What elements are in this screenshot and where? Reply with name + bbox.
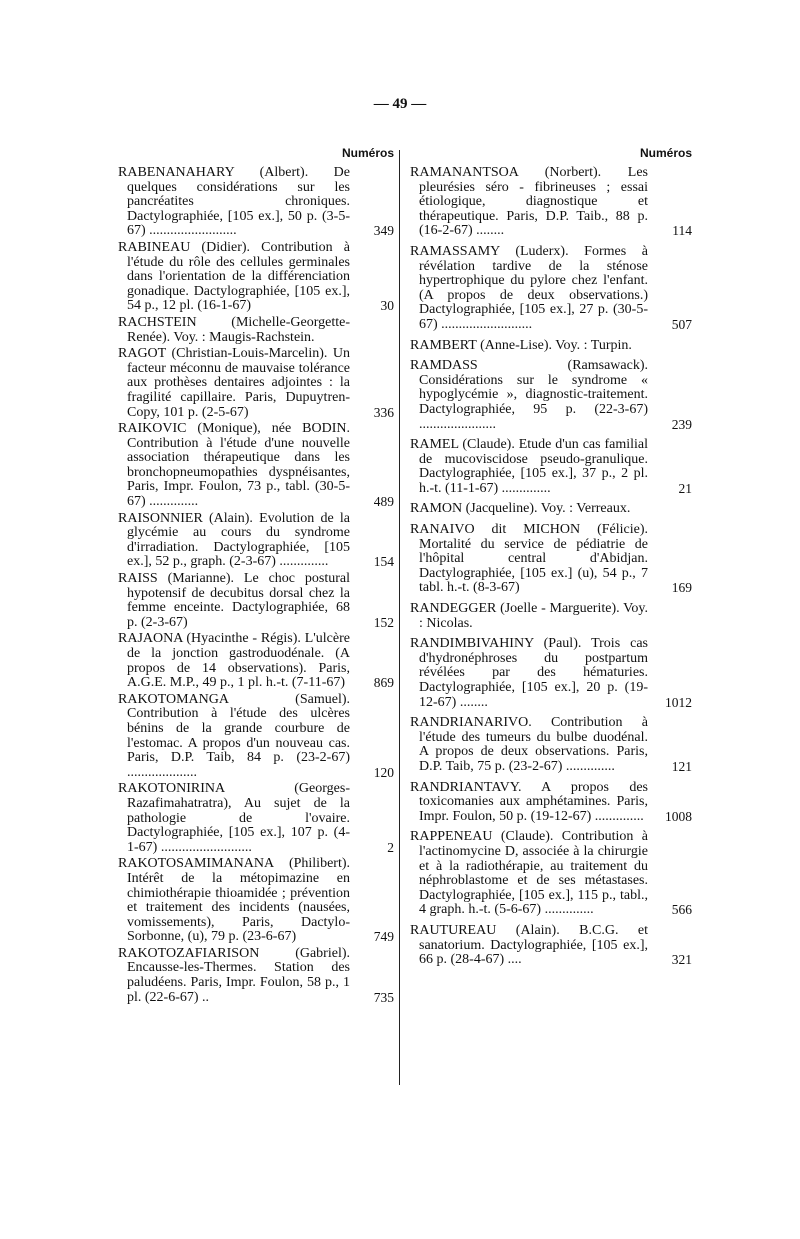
entry-text: RAMDASS (Ramsawack). Considérations sur le syndrome « hypoglycémie », diagnostic-traitement. Dactylographiée, 95 p. (22-3-67) ......................	[410, 358, 648, 432]
entry-text: RANDIMBIVAHINY (Paul). Trois cas d'hydronéphroses du postpartum révélées par des hématuries. Dactylographiée, [105 ex.], 20 p. (19-12-67) ........	[410, 636, 648, 710]
bibliography-entry	[410, 924, 692, 968]
entry-text: RAISS (Marianne). Le choc postural hypotensif de decubitus dorsal chez la femme enceinte. Dactylographiée, 68 p. (2-3-67)	[118, 571, 350, 630]
entry-number: 120	[373, 764, 394, 780]
bibliography-entry	[118, 632, 394, 690]
entry-number: 735	[373, 989, 394, 1005]
entry-text: RAMON (Jacqueline). Voy. : Verreaux.	[410, 501, 631, 517]
left-column	[118, 146, 394, 1007]
entry-number: 489	[373, 494, 394, 510]
bibliography-entry	[118, 512, 394, 570]
entry-text: RAKOTONIRINA (Georges-Razafimahatratra), Au sujet de la pathologie de l'ovaire. Dactylographiée, [105 ex.], 107 p. (4-1-67) ..........................	[118, 781, 350, 855]
entry-number: 566	[671, 902, 692, 918]
entry-text: RANDRIANTAVY. A propos des toxicomanies aux amphétamines. Paris, Impr. Foulon, 50 p. (19-12-67) ..............	[410, 779, 648, 824]
entry-number: 2	[387, 839, 394, 855]
entry-number: 239	[671, 416, 692, 432]
bibliography-entry	[118, 347, 394, 420]
entry-text: RAPPENEAU (Claude). Contribution à l'actinomycine D, associée à la chirurgie et à la radiothérapie, au traitement du néphroblastome et de ses métastases. Dactylographiée, [105 ex.], 115 p., tabl., 4 graph. h.-t. (5-6-67) ..............	[410, 829, 648, 918]
bibliography-entry	[118, 422, 394, 510]
entry-number: 154	[373, 554, 394, 570]
page-number: — 49 —	[373, 96, 427, 112]
entry-text: RANAIVO dit MICHON (Félicie). Mortalité du service de pédiatrie de l'hôpital central d'Abidjan. Dactylographiée, [105 ex.] (u), 54 p., 7 tabl. h.-t. (8-3-67)	[410, 522, 648, 596]
entry-number: 336	[373, 404, 394, 420]
entry-number: 169	[671, 580, 692, 596]
bibliography-entry	[410, 245, 692, 333]
bibliography-entry	[410, 716, 692, 774]
entry-text: RAKOTOMANGA (Samuel). Contribution à l'étude des ulcères bénins de la grande courbure de l'estomac. A propos d'un nouveau cas. Paris, D.P. Taib, 84 p. (23-2-67) ....................	[118, 691, 350, 780]
bibliography-entry	[410, 830, 692, 918]
entry-text: RABINEAU (Didier). Contribution à l'étude du rôle des cellules germinales dans l'orientation de la différenciation gonadique. Dactylographiée, [105 ex.], 54 p., 12 pl. (16-1-67)	[118, 239, 350, 314]
bibliography-entry	[410, 438, 692, 496]
entry-number: 30	[380, 298, 394, 314]
entry-text: RAMEL (Claude). Etude d'un cas familial de mucoviscidose pseudo-granulique. Dactylographiée, [105 ex.], 37 p., 2 pl. h.-t. (11-1-67) ..............	[410, 437, 648, 496]
bibliography-entry	[118, 241, 394, 314]
bibliography-entry	[118, 782, 394, 855]
bibliography-entry	[410, 523, 692, 596]
bibliography-entry	[118, 857, 394, 945]
entry-number: 321	[671, 952, 692, 968]
entry-text: RAJAONA (Hyacinthe - Régis). L'ulcère de la jonction gastroduodénale. (A propos de 14 observations). Paris, A.G.E. M.P., 49 p., 1 pl. h.-t. (7-11-67)	[118, 631, 350, 691]
bibliography-entry	[118, 947, 394, 1005]
entry-number: 1008	[665, 808, 692, 824]
entry-number: 114	[672, 223, 692, 239]
entry-text: RAMBERT (Anne-Lise). Voy. : Turpin.	[410, 337, 632, 353]
entry-number: 749	[373, 929, 394, 945]
bibliography-entry	[118, 693, 394, 781]
entry-text: RAMANANTSOA (Norbert). Les pleurésies séro - fibrineuses ; essai étiologique, diagnostique et thérapeutique. Paris, D.P. Taib., 88 p. (16-2-67) ........	[410, 165, 648, 239]
entry-text: RANDEGGER (Joelle - Marguerite). Voy. : Nicolas.	[410, 601, 648, 631]
entry-text: RACHSTEIN (Michelle-Georgette-Renée). Voy. : Maugis-Rachstein.	[118, 314, 350, 345]
right-entries	[410, 166, 692, 968]
left-column-header: Numéros	[341, 146, 394, 160]
entry-number: 869	[373, 675, 394, 691]
bibliography-entry	[410, 637, 692, 710]
bibliography-entry	[118, 316, 394, 345]
entry-number: 349	[373, 223, 394, 239]
bibliography-entry	[410, 339, 692, 354]
bibliography-entry	[410, 166, 692, 239]
bibliography-entry	[410, 359, 692, 432]
entry-number: 507	[671, 316, 692, 332]
bibliography-entry	[410, 781, 692, 825]
entry-number: 121	[671, 758, 692, 774]
entry-number: 21	[678, 480, 692, 496]
entry-number: 1012	[665, 694, 692, 710]
entry-text: RAKOTOSAMIMANANA (Philibert). Intérêt de la métopimazine en chimiothérapie thioamidée ; prévention et traitement des incidents (nausées, vomissements), Paris, Dactylo-Sorbonne, (u), 79 p. (23-6-67)	[118, 856, 350, 945]
entry-text: RAMASSAMY (Luderx). Formes à révélation tardive de la sténose hypertrophique du pylore chez l'enfant. (A propos de deux observations.) Dactylographiée, [105 ex.], 27 p. (30-5-67) ..........................	[410, 243, 648, 332]
left-entries	[118, 166, 394, 1005]
bibliography-entry	[410, 602, 692, 631]
column-divider	[399, 150, 400, 1085]
entry-text: RAIKOVIC (Monique), née BODIN. Contribution à l'étude d'une nouvelle association thérapeutique dans les bronchopneumopathies dyspnéisantes, Paris, Impr. Foulon, 73 p., tabl. (30-5-67) ..............	[118, 421, 350, 510]
entry-text: RAKOTOZAFIARISON (Gabriel). Encausse-les-Thermes. Station des paludéens. Paris, Impr. Foulon, 58 p., 1 pl. (22-6-67) ..	[118, 945, 350, 1005]
entry-text: RANDRIANARIVO. Contribution à l'étude des tumeurs du bulbe duodénal. A propos de deux observations. Paris, D.P. Taib, 75 p. (23-2-67) ..............	[410, 715, 648, 774]
entry-text: RAUTUREAU (Alain). B.C.G. et sanatorium. Dactylographiée, [105 ex.], 66 p. (28-4-67) ....	[410, 922, 648, 968]
right-column	[410, 146, 692, 974]
bibliography-entry	[118, 166, 394, 239]
right-column-header: Numéros	[639, 146, 692, 160]
entry-text: RAGOT (Christian-Louis-Marcelin). Un facteur méconnu de mauvaise tolérance aux prothèses dentaires adjointes : la fragilité capillaire. Paris, Dupuytren-Copy, 101 p. (2-5-67)	[118, 346, 350, 420]
bibliography-entry	[118, 572, 394, 630]
entry-number: 152	[373, 614, 394, 630]
entry-text: RABENANAHARY (Albert). De quelques considérations sur les pancréatites chroniques. Dactylographiée, [105 ex.], 50 p. (3-5-67) .........................	[118, 165, 350, 239]
entry-text: RAISONNIER (Alain). Evolution de la glycémie au cours du syndrome d'irradiation. Dactylographiée, [105 ex.], 52 p., graph. (2-3-67) ..............	[118, 510, 350, 570]
bibliography-entry	[410, 502, 692, 517]
